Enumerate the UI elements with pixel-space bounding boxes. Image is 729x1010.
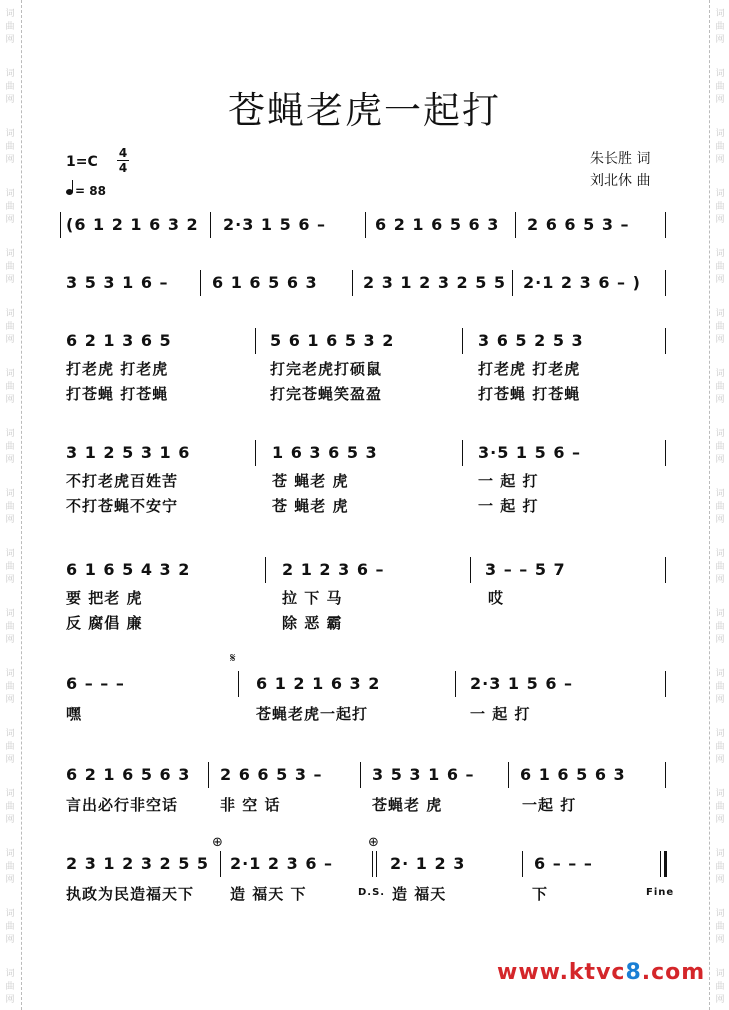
coda-icon: ⊕ xyxy=(212,835,223,850)
watermark-glyph: 网 xyxy=(715,935,725,945)
watermark-glyph: 词 xyxy=(5,729,15,739)
watermark-glyph: 曲 xyxy=(715,862,725,872)
lyrics-verse-1: 执政为民造福天下 造 福天 下 D.S. 造 福天 下 Fine xyxy=(66,885,675,903)
measure: 3 5 3 1 6 – xyxy=(372,765,475,784)
watermark-glyph: 词 xyxy=(715,129,725,139)
watermark-glyph: 网 xyxy=(715,695,725,705)
watermark-glyph: 网 xyxy=(5,35,15,45)
watermark-glyph: 词 xyxy=(715,429,725,439)
watermark-glyph: 网 xyxy=(5,155,15,165)
watermark-glyph: 网 xyxy=(715,815,725,825)
measure: 6 2 1 6 5 6 3 xyxy=(66,765,191,784)
watermark-glyph: 词 xyxy=(715,549,725,559)
watermark-glyph: 网 xyxy=(5,515,15,525)
measure: 2 1 2 3 6 – xyxy=(282,560,385,579)
watermark-glyph: 曲 xyxy=(715,682,725,692)
watermark-glyph: 曲 xyxy=(715,502,725,512)
watermark-glyph: 曲 xyxy=(715,742,725,752)
watermark-glyph: 网 xyxy=(715,215,725,225)
watermark-glyph: 词 xyxy=(715,249,725,259)
watermark-glyph: 词 xyxy=(5,69,15,79)
watermark-glyph: 曲 xyxy=(5,382,15,392)
watermark-glyph: 词 xyxy=(715,909,725,919)
watermark-glyph: 网 xyxy=(5,215,15,225)
watermark-glyph: 网 xyxy=(715,155,725,165)
watermark-glyph: 词 xyxy=(715,489,725,499)
measure: 1 6 3 6 5 3 xyxy=(272,443,378,462)
watermark-glyph: 词 xyxy=(5,9,15,19)
watermark-glyph: 网 xyxy=(5,815,15,825)
watermark-glyph: 网 xyxy=(5,935,15,945)
watermark-glyph: 词 xyxy=(5,849,15,859)
watermark-glyph: 网 xyxy=(5,455,15,465)
watermark-glyph: 网 xyxy=(715,455,725,465)
measure: 6 1 6 5 6 3 xyxy=(520,765,626,784)
watermark-glyph: 曲 xyxy=(5,982,15,992)
watermark-glyph: 词 xyxy=(5,909,15,919)
measure: 3 – – 5 7 xyxy=(485,560,566,579)
watermark-glyph: 曲 xyxy=(715,562,725,572)
measure: 2· 1 2 3 xyxy=(390,854,466,873)
watermark-glyph: 词 xyxy=(5,489,15,499)
watermark-glyph: 词 xyxy=(715,729,725,739)
lyrics-verse-1: 嘿 苍蝇老虎一起打 一 起 打 xyxy=(66,705,531,723)
measure: 6 1 2 1 6 3 2 xyxy=(256,674,381,693)
watermark-glyph: 曲 xyxy=(715,142,725,152)
watermark-glyph: 网 xyxy=(715,995,725,1005)
score-line xyxy=(60,270,672,298)
watermark-glyph: 词 xyxy=(715,969,725,979)
watermark-glyph: 网 xyxy=(5,395,15,405)
watermark-glyph: 曲 xyxy=(715,382,725,392)
watermark-glyph: 网 xyxy=(715,875,725,885)
watermark-glyph: 网 xyxy=(715,335,725,345)
right-watermark-strip xyxy=(708,0,728,1010)
watermark-glyph: 曲 xyxy=(5,922,15,932)
segno-icon: 𝄋 xyxy=(230,651,236,666)
watermark-glyph: 曲 xyxy=(5,862,15,872)
watermark-glyph: 词 xyxy=(715,789,725,799)
lyrics-verse-1: 不打老虎百姓苦 苍 蝇老 虎 一 起 打 xyxy=(66,472,539,490)
watermark-glyph: 词 xyxy=(5,309,15,319)
watermark-glyph: 词 xyxy=(5,549,15,559)
watermark-glyph: 曲 xyxy=(5,502,15,512)
watermark-glyph: 词 xyxy=(5,369,15,379)
watermark-glyph: 曲 xyxy=(5,82,15,92)
watermark-glyph: 词 xyxy=(715,189,725,199)
watermark-glyph: 曲 xyxy=(715,22,725,32)
score-line xyxy=(60,212,672,240)
coda-icon: ⊕ xyxy=(368,835,379,850)
measure: 6 1 6 5 6 3 xyxy=(212,273,318,292)
lyrics-verse-2: 打苍蝇 打苍蝇 打完苍蝇笑盈盈 打苍蝇 打苍蝇 xyxy=(66,385,581,403)
watermark-glyph: 网 xyxy=(5,635,15,645)
measure: 2 6 6 5 3 – xyxy=(527,215,630,234)
score-line xyxy=(60,328,672,356)
watermark-glyph: 曲 xyxy=(715,622,725,632)
lyrics-verse-2: 反 腐倡 廉 除 恶 霸 xyxy=(66,614,343,632)
measure: (6 1 2 1 6 3 2 xyxy=(66,215,199,234)
key-signature: 1=C xyxy=(66,154,98,170)
watermark-glyph: 曲 xyxy=(5,742,15,752)
watermark-glyph: 曲 xyxy=(715,982,725,992)
watermark-glyph: 网 xyxy=(5,95,15,105)
watermark-glyph: 词 xyxy=(5,129,15,139)
measure: 2·1 2 3 6 – xyxy=(230,854,334,873)
lyrics-verse-1: 言出必行非空话 非 空 话 苍蝇老 虎 一起 打 xyxy=(66,796,577,814)
watermark-glyph: 网 xyxy=(715,635,725,645)
watermark-glyph: 曲 xyxy=(715,202,725,212)
watermark-glyph: 词 xyxy=(5,669,15,679)
watermark-glyph: 网 xyxy=(5,755,15,765)
watermark-glyph: 网 xyxy=(715,575,725,585)
fine-marking: Fine xyxy=(646,887,675,898)
song-title: 苍蝇老虎一起打 xyxy=(228,89,501,132)
lyrics-verse-1: 打老虎 打老虎 打完老虎打硕鼠 打老虎 打老虎 xyxy=(66,360,581,378)
watermark-glyph: 曲 xyxy=(715,922,725,932)
watermark-glyph: 网 xyxy=(715,515,725,525)
watermark-glyph: 网 xyxy=(715,275,725,285)
ds-marking: D.S. xyxy=(358,887,386,898)
website-watermark: www.ktvc8.com xyxy=(497,960,706,985)
watermark-glyph: 曲 xyxy=(715,802,725,812)
watermark-glyph: 词 xyxy=(5,789,15,799)
lyrics-verse-1: 要 把老 虎 拉 下 马 哎 xyxy=(66,589,505,607)
watermark-glyph: 网 xyxy=(715,35,725,45)
measure: 2 6 6 5 3 – xyxy=(220,765,323,784)
watermark-glyph: 网 xyxy=(5,995,15,1005)
measure: 3 5 3 1 6 – xyxy=(66,273,169,292)
measure: 2·3 1 5 6 – xyxy=(470,674,574,693)
tempo-marking: = 88 xyxy=(66,184,106,198)
watermark-glyph: 曲 xyxy=(5,682,15,692)
watermark-glyph: 网 xyxy=(5,695,15,705)
measure: 2 3 1 2 3 2 5 5 xyxy=(363,273,507,292)
measure: 6 – – – xyxy=(534,854,593,873)
watermark-glyph: 曲 xyxy=(5,622,15,632)
measure: 2·1 2 3 6 – ) xyxy=(523,273,641,292)
watermark-glyph: 词 xyxy=(715,849,725,859)
watermark-glyph: 网 xyxy=(5,275,15,285)
watermark-glyph: 曲 xyxy=(715,82,725,92)
watermark-glyph: 词 xyxy=(5,969,15,979)
quarter-note-icon xyxy=(66,189,73,195)
measure: 6 1 6 5 4 3 2 xyxy=(66,560,191,579)
watermark-glyph: 曲 xyxy=(5,142,15,152)
watermark-glyph: 词 xyxy=(715,69,725,79)
measure: 3 1 2 5 3 1 6 xyxy=(66,443,191,462)
watermark-glyph: 词 xyxy=(715,309,725,319)
watermark-glyph: 网 xyxy=(5,335,15,345)
score-line xyxy=(60,557,672,585)
left-watermark-strip xyxy=(2,0,22,1010)
watermark-glyph: 词 xyxy=(5,189,15,199)
watermark-glyph: 曲 xyxy=(5,22,15,32)
watermark-glyph: 词 xyxy=(715,609,725,619)
lyrics-verse-2: 不打苍蝇不安宁 苍 蝇老 虎 一 起 打 xyxy=(66,497,539,515)
watermark-glyph: 网 xyxy=(5,875,15,885)
watermark-glyph: 曲 xyxy=(5,262,15,272)
watermark-glyph: 网 xyxy=(5,575,15,585)
watermark-glyph: 网 xyxy=(715,755,725,765)
watermark-glyph: 网 xyxy=(715,395,725,405)
watermark-glyph: 词 xyxy=(5,429,15,439)
watermark-glyph: 曲 xyxy=(715,262,725,272)
measure: 6 2 1 3 6 5 xyxy=(66,331,172,350)
measure: 2 3 1 2 3 2 5 5 xyxy=(66,854,210,873)
measure: 3 6 5 2 5 3 xyxy=(478,331,584,350)
watermark-glyph: 曲 xyxy=(5,802,15,812)
watermark-glyph: 词 xyxy=(715,669,725,679)
measure: 6 2 1 6 5 6 3 xyxy=(375,215,500,234)
lyricist-credit: 朱长胜 词 xyxy=(590,151,651,167)
composer-credit: 刘北休 曲 xyxy=(590,173,651,189)
watermark-glyph: 曲 xyxy=(715,322,725,332)
watermark-glyph: 曲 xyxy=(715,442,725,452)
watermark-glyph: 词 xyxy=(5,249,15,259)
score-line xyxy=(60,851,672,879)
score-line xyxy=(60,440,672,468)
watermark-glyph: 曲 xyxy=(5,562,15,572)
measure: 6 – – – xyxy=(66,674,125,693)
measure: 3·5 1 5 6 – xyxy=(478,443,582,462)
watermark-glyph: 词 xyxy=(5,609,15,619)
watermark-glyph: 曲 xyxy=(5,202,15,212)
watermark-glyph: 词 xyxy=(715,9,725,19)
score-line xyxy=(60,762,672,790)
watermark-glyph: 词 xyxy=(715,369,725,379)
score-line xyxy=(60,671,672,699)
measure: 5 6 1 6 5 3 2 xyxy=(270,331,395,350)
time-signature: 4 4 xyxy=(118,146,128,175)
watermark-glyph: 曲 xyxy=(5,442,15,452)
watermark-glyph: 网 xyxy=(715,95,725,105)
measure: 2·3 1 5 6 – xyxy=(223,215,327,234)
watermark-glyph: 曲 xyxy=(5,322,15,332)
